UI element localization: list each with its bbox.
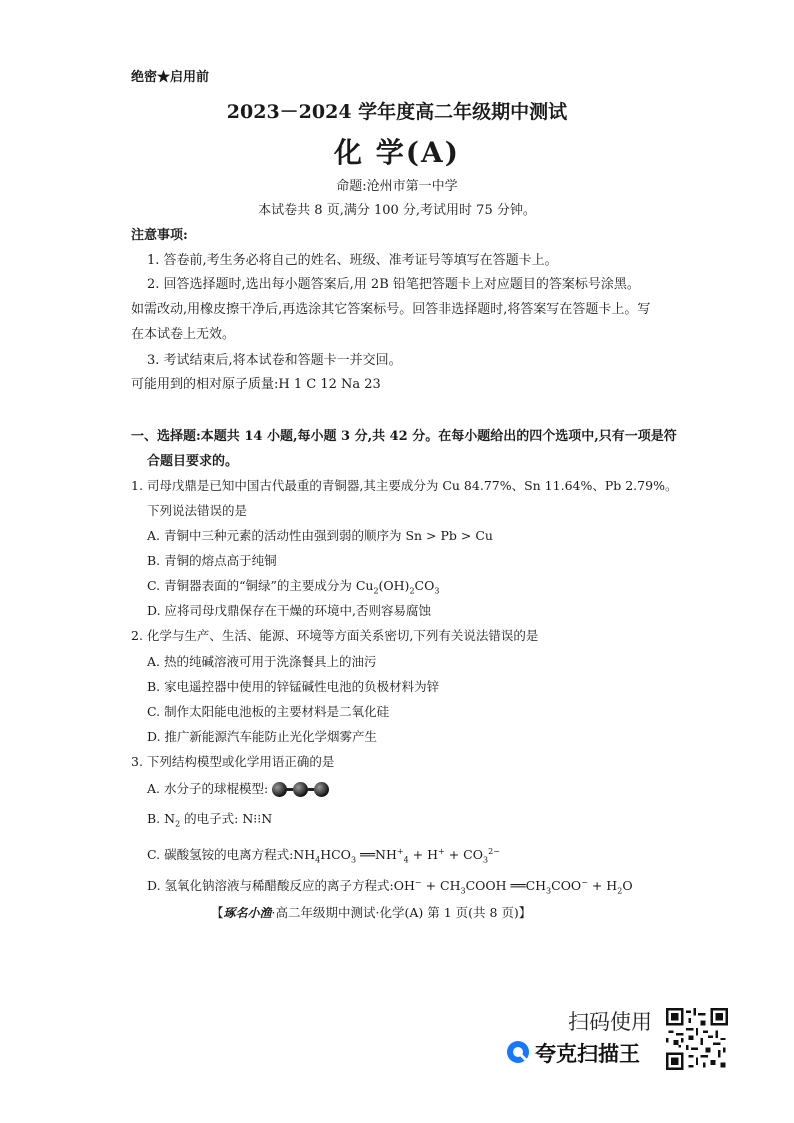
q2-option-b: B. 家电遥控器中使用的锌锰碱性电池的负极材料为锌 xyxy=(147,679,440,694)
exam-info: 本试卷共 8 页,满分 100 分,考试用时 75 分钟。 xyxy=(258,203,536,218)
q3-option-b: B. $N_2$ 的电子式: N⁝⁝N xyxy=(147,811,273,829)
q2-stem: 2. 化学与生产、生活、能源、环境等方面关系密切,下列有关说法错误的是 xyxy=(131,628,539,643)
q3-stem: 3. 下列结构模型或化学用语正确的是 xyxy=(131,754,335,769)
page-footer: 【琢名小渔·高二年级期中测试·化学(A) 第 1 页(共 8 页)】 xyxy=(211,905,532,920)
water-ball-stick-model xyxy=(272,781,329,796)
q1-stem: 1. 司母戊鼎是已知中国古代最重的青铜器,其主要成分为 Cu 84.77%、Sn 11.64%、Pb 2.79%。 xyxy=(131,478,678,493)
section-heading-cont: 合题目要求的。 xyxy=(147,454,239,469)
q1-option-d: D. 应将司母戊鼎保存在干燥的环境中,否则容易腐蚀 xyxy=(147,603,431,618)
atomic-mass-line: 可能用到的相对原子质量:H 1 C 12 Na 23 xyxy=(131,377,381,392)
notice-item-2-cont2: 在本试卷上无效。 xyxy=(131,327,236,342)
confidential-mark: 绝密★启用前 xyxy=(131,70,210,85)
notice-item-3: 3. 考试结束后,将本试卷和答题卡一并交回。 xyxy=(147,353,402,368)
notice-item-2-cont: 如需改动,用橡皮擦干净后,再选涂其它答案标号。回答非选择题时,将答案写在答题卡上。写 xyxy=(131,302,651,317)
qr-code-icon[interactable] xyxy=(666,1008,728,1070)
notice-item-1: 1. 答卷前,考生务必将自己的姓名、班级、准考证号等填写在答题卡上。 xyxy=(147,253,558,268)
q2-option-a: A. 热的纯碱溶液可用于洗涤餐具上的油污 xyxy=(147,654,377,669)
scan-to-use-text: 扫码使用 xyxy=(568,1010,652,1034)
notice-item-2: 2. 回答选择题时,选出每小题答案后,用 2B 铅笔把答题卡上对应题目的答案标号涂黑。 xyxy=(147,277,640,292)
q1-option-b: B. 青铜的熔点高于纯铜 xyxy=(147,553,277,568)
q3-option-a: A. 水分子的球棍模型: xyxy=(147,779,329,797)
q3-option-c: C. 碳酸氢铵的电离方程式$:NH_4HCO_3$ $══NH^+_4 + H^+ + CO_3^{2-}$ xyxy=(147,846,500,865)
publisher-logo: 琢名小渔 xyxy=(223,906,272,920)
q1-stem-cont: 下列说法错误的是 xyxy=(147,503,248,518)
exam-author: 命题:沧州市第一中学 xyxy=(336,179,458,194)
q3-option-d: D. 氢氧化钠溶液与稀醋酸反应的离子方程式:OH− + $CH_3COOH$ $══CH_3COO^- + H_2O$ xyxy=(147,877,633,896)
exam-title: 2023－2024 学年度高二年级期中测试 xyxy=(226,101,568,123)
q1-option-a: A. 青铜中三种元素的活动性由强到弱的顺序为 Sn > Pb > Cu xyxy=(147,528,493,543)
section-heading: 一、选择题:本题共 14 小题,每小题 3 分,共 42 分。在每小题给出的四个选项中,只有一项是符 xyxy=(131,429,677,444)
subject-title: 化 学(A) xyxy=(334,136,460,169)
quark-scanner-logo-icon xyxy=(506,1040,530,1064)
scanner-brand: 夸克扫描王 xyxy=(535,1042,640,1066)
q2-option-c: C. 制作太阳能电池板的主要材料是二氧化硅 xyxy=(147,704,390,719)
q1-option-c: C. 青铜器表面的“铜绿”的主要成分为 $Cu_2(OH)_2CO_3$ xyxy=(147,578,440,596)
notice-heading: 注意事项: xyxy=(131,228,188,243)
q2-option-d: D. 推广新能源汽车能防止光化学烟雾产生 xyxy=(147,729,378,744)
